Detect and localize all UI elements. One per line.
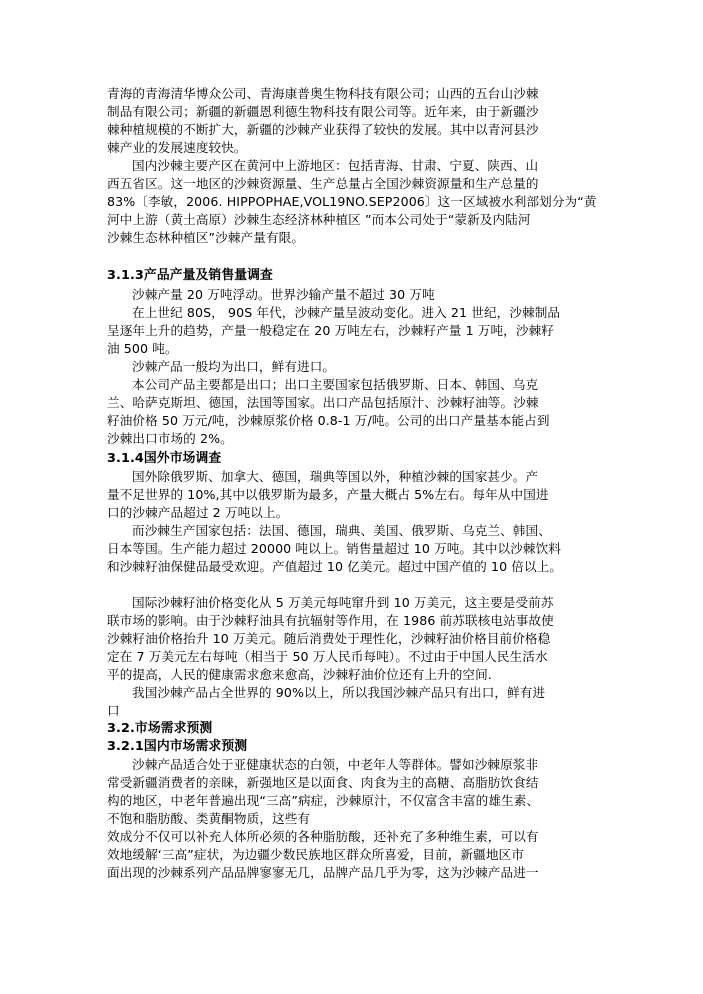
text-line: 河中上游（黄土高原）沙棘生态经济林种植区 ”而本公司处于“蒙新及内陆河 [107,212,531,227]
text-line: 沙棘出口市场的 2%。 [107,431,233,446]
text-line: 籽油价格 50 万元/吨，沙棘原浆价格 0.8-1 万/吨。公司的出口产量基本能占到 [107,413,550,428]
text-line: 兰、哈萨克斯坦、德国，法国等国家。出口产品包括原汁、沙棘籽油等。沙棘 [107,395,539,410]
text-line: 沙棘产品适合处于亚健康状态的白领，中老年人等群体。譬如沙棘原浆非 [132,757,539,772]
section-heading: 3.2.市场需求预测 [107,721,213,736]
text-line: 不饱和脂肪酸、类黄酮物质，这些有 [107,811,311,826]
text-line: 沙棘籽油价格抬升 10 万美元。随后消费处于理性化，沙棘籽油价格目前价格稳 [107,631,551,646]
text-line: 量不足世界的 10%,其中以俄罗斯为最多，产量大概占 5%左右。每年从中国进 [107,487,549,502]
text-line: 棘种植规模的不断扩大，新疆的沙棘产业获得了较快的发展。其中以青河县沙 [107,122,539,137]
text-line: 青海的青海清华博众公司、青海康普奥生物科技有限公司；山西的五台山沙棘 [107,86,539,101]
text-line: 棘产业的发展速度较快。 [107,140,247,155]
text-line: 西五省区。这一地区的沙棘资源量、生产总量占全国沙棘资源量和生产总量的 [107,176,539,191]
text-line: 呈逐年上升的趋势，产量一般稳定在 20 万吨左右，沙棘籽产量 1 万吨，沙棘籽 [107,323,554,338]
section-heading: 3.2.1国内市场需求预测 [107,739,248,754]
text-line: 83%〔李敏，2006. HIPPOPHAE,VOL19NO.SEP2006〕这一区域被水利部划分为“黄 [107,194,597,209]
text-line: 本公司产品主要都是出口；出口主要国家包括俄罗斯、日本、韩国、乌克 [132,377,539,392]
text-line: 沙棘产品一般均为出口，鲜有进口。 [132,359,336,374]
text-line: 而沙棘生产国家包括：法国、德国，瑞典、美国、俄罗斯、乌克兰、韩国、 [132,523,551,538]
text-line: 联市场的影响。由于沙棘籽油具有抗辐射等作用，在 1986 前苏联核电站事故使 [107,613,554,628]
text-line: 油 500 吨。 [107,341,178,356]
section-heading: 3.1.4国外市场调查 [107,451,222,466]
text-line: 国内沙棘主要产区在黄河中上游地区：包括青海、甘肃、宁夏、陕西、山 [132,158,539,173]
text-line: 日本等国。生产能力超过 20000 吨以上。销售量超过 10 万吨。其中以沙棘饮料 [107,541,562,556]
text-line: 定在 7 万美元左右每吨（相当于 50 万人民币每吨）。不过由于中国人民生活水 [107,649,548,664]
text-line: 沙棘产量 20 万吨浮动。世界沙输产量不超过 30 万吨 [132,287,435,302]
text-line: 常受新疆消费者的亲睐，新强地区是以面食、肉食为主的高糖、高脂肪饮食结 [107,775,539,790]
text-line: 制品有限公司；新疆的新疆恩利德生物科技有限公司等。近年来，由于新疆沙 [107,104,539,119]
text-line: 平的提高，人民的健康需求愈来愈高，沙棘籽油价位还有上升的空间. [107,667,492,682]
text-line: 我国沙棘产品占全世界的 90%以上，所以我国沙棘产品只有出口，鲜有进 [132,685,546,700]
section-heading: 3.1.3产品产量及销售量调查 [107,268,273,283]
text-line: 国外除俄罗斯、加拿大、德国，瑞典等国以外，种植沙棘的国家甚少。产 [132,469,539,484]
text-line: 沙棘生态林种植区”沙棘产量有限。 [107,230,305,245]
text-line: 构的地区，中老年普遍出现“三高”病症，沙棘原汁，不仅富含丰富的雄生素、 [107,793,540,808]
text-line: 国际沙棘籽油价格变化从 5 万美元每吨窜升到 10 万美元，这主要是受前苏 [132,595,554,610]
text-line: 口 [107,703,120,718]
text-line: 和沙棘籽油保健品最受欢迎。产值超过 10 亿美元。超过中国产值的 10 倍以上。 [107,559,563,574]
text-line: 在上世纪 80S， 90S 年代，沙棘产量呈波动变化。进入 21 世纪，沙棘制品 [132,305,561,320]
text-line: 面出现的沙棘系列产品品牌寥寥无几，品牌产品几乎为零，这为沙棘产品进一 [107,865,539,880]
text-line: 效地缓解‘三高”症状，为边疆少数民族地区群众所喜爱，目前，新疆地区市 [107,847,524,862]
text-line: 效成分不仅可以补充人体所必须的各种脂肪酸，还补充了多种维生素，可以有 [107,829,539,844]
text-line: 口的沙棘产品超过 2 万吨以上。 [107,505,289,520]
